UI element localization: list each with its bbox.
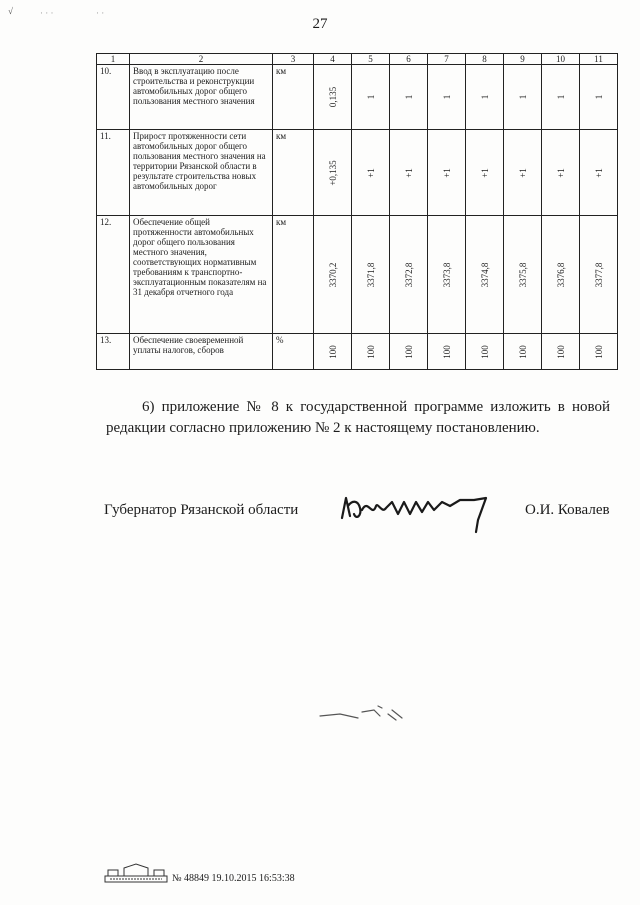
year-value-cell xyxy=(466,130,504,216)
year-value-cell xyxy=(466,334,504,370)
table-row xyxy=(97,334,618,370)
year-value-cell xyxy=(390,334,428,370)
year-value-cell xyxy=(466,65,504,130)
year-value-cell xyxy=(314,334,352,370)
year-value-text: 100 xyxy=(593,344,604,359)
handwritten-signature xyxy=(338,488,498,538)
column-number-cell: 2 xyxy=(130,54,273,65)
row-number-cell: 12. xyxy=(97,216,130,334)
year-value-cell xyxy=(466,216,504,334)
year-value-text: 3375,8 xyxy=(517,262,528,287)
indicators-table xyxy=(96,53,618,370)
year-value-cell xyxy=(314,65,352,130)
item-6-paragraph: 6) приложение № 8 к государственной программе изложить в новой редакции согласно приложению № 2 к настоящему постановлению. xyxy=(106,399,610,436)
row-number-cell: 11. xyxy=(97,130,130,216)
pencil-scribble-mark xyxy=(318,700,408,730)
year-value-text: 100 xyxy=(403,344,414,359)
year-value-text: +1 xyxy=(555,167,566,178)
year-value-text: 3370,2 xyxy=(327,262,338,287)
year-value-text: +1 xyxy=(479,167,490,178)
year-value-cell xyxy=(542,130,580,216)
year-value-text: +0,135 xyxy=(327,159,338,186)
year-value-cell xyxy=(428,130,466,216)
year-value-text: 100 xyxy=(441,344,452,359)
year-value-cell xyxy=(314,130,352,216)
year-value-text: +1 xyxy=(593,167,604,178)
year-value-cell xyxy=(428,65,466,130)
column-number-cell: 11 xyxy=(580,54,618,65)
year-value-text: 100 xyxy=(517,344,528,359)
column-number-cell: 6 xyxy=(390,54,428,65)
year-value-text: 3377,8 xyxy=(593,262,604,287)
column-number-cell: 1 xyxy=(97,54,130,65)
indicator-name-cell: Прирост протяженности сети автомобильных дорог общего пользования местного значения на территории Рязанской области в результате строительства новых автомобильных дорог xyxy=(130,130,273,216)
scan-noise-dots: · · · xyxy=(40,8,54,18)
row-number-cell: 13. xyxy=(97,334,130,370)
year-value-cell xyxy=(580,130,618,216)
scan-corner-mark: √ xyxy=(8,6,13,16)
year-value-text: +1 xyxy=(517,167,528,178)
year-value-text: 1 xyxy=(441,94,452,100)
indicator-name-cell: Обеспечение общей протяженности автомобильных дорог общего пользования местного значения, соответствующих нормативным требованиям к транспортно-эксплуатационным показателям на 31 декабря отчетного года xyxy=(130,216,273,334)
year-value-text: 1 xyxy=(403,94,414,100)
year-value-cell xyxy=(428,216,466,334)
year-value-text: 3372,8 xyxy=(403,262,414,287)
year-value-text: 100 xyxy=(365,344,376,359)
year-value-cell xyxy=(504,334,542,370)
year-value-text: 3374,8 xyxy=(479,262,490,287)
year-value-text: +1 xyxy=(365,167,376,178)
year-value-text: 3376,8 xyxy=(555,262,566,287)
year-value-text: 100 xyxy=(555,344,566,359)
page-number: 27 xyxy=(312,16,328,32)
year-value-cell xyxy=(504,130,542,216)
year-value-text: +1 xyxy=(441,167,452,178)
year-value-cell xyxy=(504,65,542,130)
year-value-cell xyxy=(580,65,618,130)
year-value-text: 100 xyxy=(479,344,490,359)
column-number-cell: 8 xyxy=(466,54,504,65)
column-number-cell: 9 xyxy=(504,54,542,65)
year-value-text: 1 xyxy=(479,94,490,100)
year-value-cell xyxy=(390,130,428,216)
year-value-cell xyxy=(580,334,618,370)
column-number-cell: 7 xyxy=(428,54,466,65)
year-value-cell xyxy=(504,216,542,334)
year-value-text: 0,135 xyxy=(327,86,338,108)
unit-cell: км xyxy=(273,216,314,334)
year-value-cell xyxy=(352,130,390,216)
column-number-cell: 4 xyxy=(314,54,352,65)
year-value-cell xyxy=(428,334,466,370)
indicator-name-cell: Ввод в эксплуатацию после строительства и реконструкции автомобильных дорог общего пользования местного значения xyxy=(130,65,273,130)
year-value-text: 1 xyxy=(517,94,528,100)
column-number-cell: 3 xyxy=(273,54,314,65)
year-value-cell xyxy=(390,216,428,334)
document-registry-code: № 48849 19.10.2015 16:53:38 xyxy=(172,873,295,884)
unit-cell: % xyxy=(273,334,314,370)
year-value-text: 1 xyxy=(365,94,376,100)
unit-cell: км xyxy=(273,65,314,130)
indicator-name-cell: Обеспечение своевременной уплаты налогов, сборов xyxy=(130,334,273,370)
year-value-cell xyxy=(542,216,580,334)
table-row xyxy=(97,130,618,216)
signatory-title: Губернатор Рязанской области xyxy=(104,502,299,518)
signatory-name: О.И. Ковалев xyxy=(525,502,610,518)
year-value-cell xyxy=(542,334,580,370)
registry-stamp-icon xyxy=(104,862,168,886)
year-value-text: 100 xyxy=(327,344,338,359)
year-value-cell xyxy=(390,65,428,130)
table-row xyxy=(97,216,618,334)
year-value-cell xyxy=(352,334,390,370)
year-value-cell xyxy=(314,216,352,334)
year-value-text: 3373,8 xyxy=(441,262,452,287)
year-value-cell xyxy=(352,216,390,334)
year-value-text: 1 xyxy=(593,94,604,100)
row-number-cell: 10. xyxy=(97,65,130,130)
year-value-text: 1 xyxy=(555,94,566,100)
year-value-cell xyxy=(542,65,580,130)
scan-noise-dots: · · xyxy=(96,8,105,18)
year-value-cell xyxy=(352,65,390,130)
year-value-text: +1 xyxy=(403,167,414,178)
year-value-text: 3371,8 xyxy=(365,262,376,287)
unit-cell: км xyxy=(273,130,314,216)
column-number-cell: 5 xyxy=(352,54,390,65)
column-number-cell: 10 xyxy=(542,54,580,65)
table-row xyxy=(97,65,618,130)
year-value-cell xyxy=(580,216,618,334)
table-header-row xyxy=(97,54,618,65)
